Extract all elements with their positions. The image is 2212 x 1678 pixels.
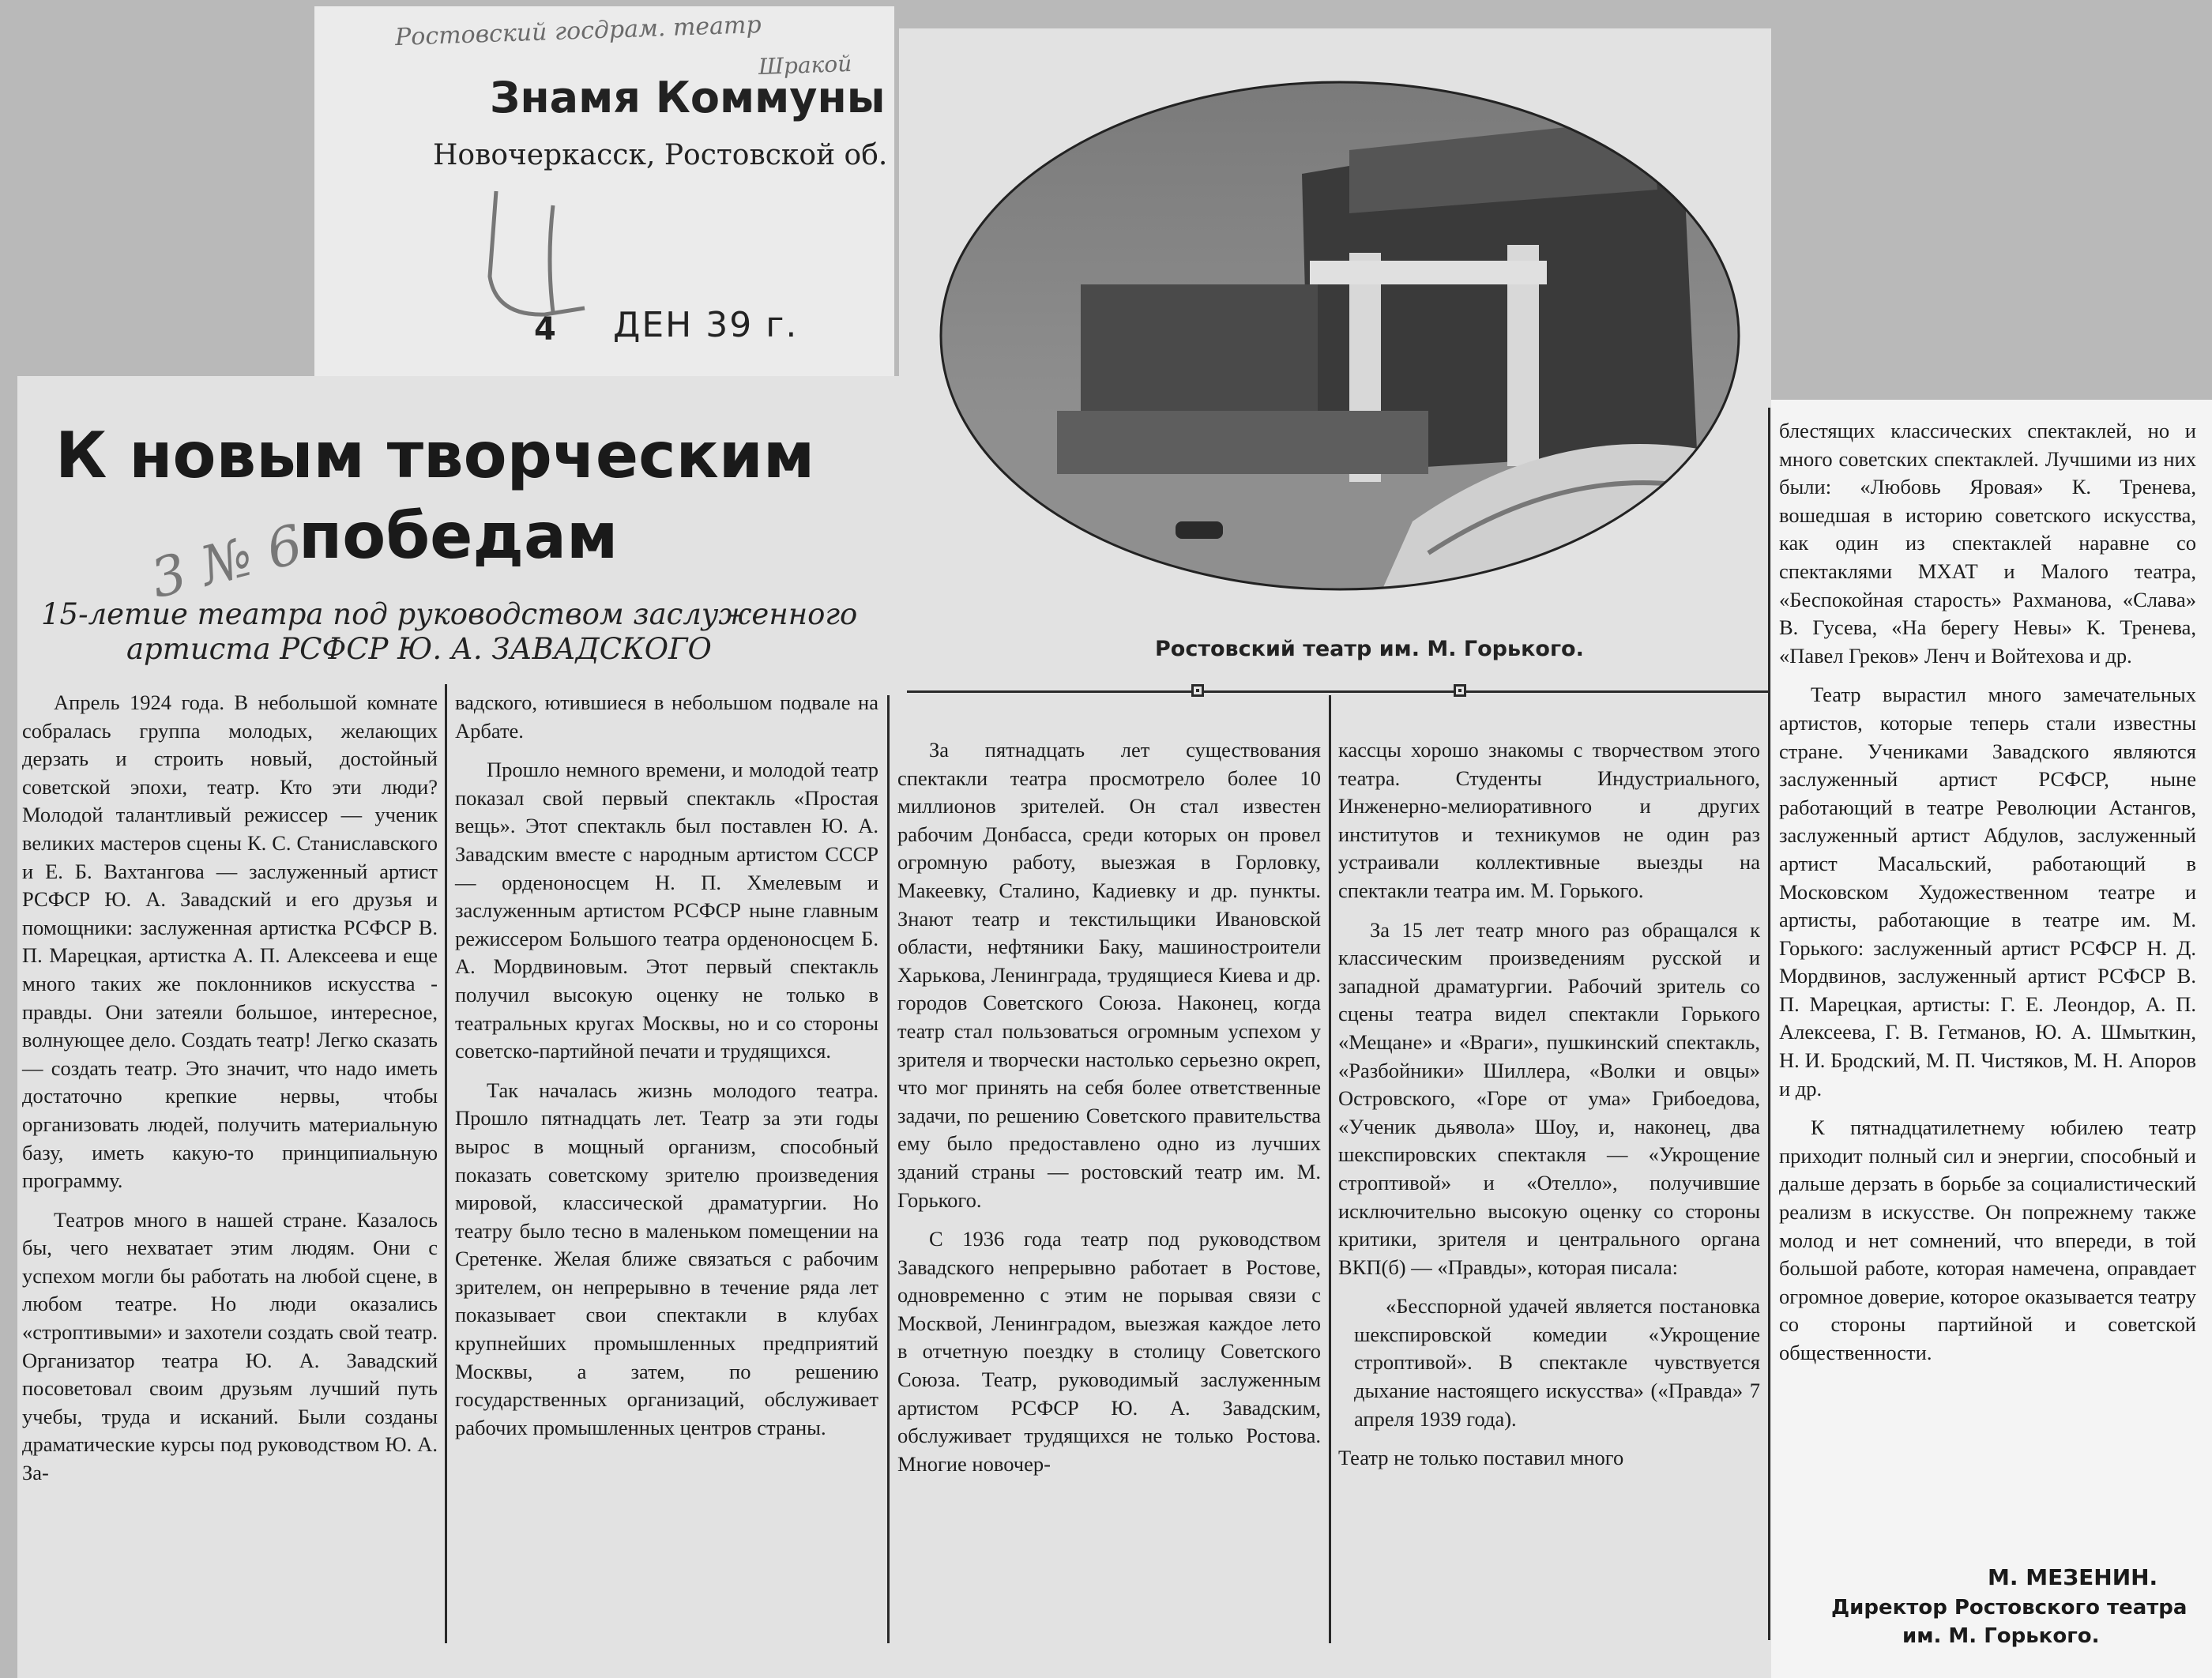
- article-title-line1: К новым творческим: [55, 419, 815, 492]
- column-rule-3: [1329, 695, 1331, 1643]
- paragraph: «Бесспорной удачей является постановка шекспировской комедии «Укрощение строптивой». В спектакле чувствуется дыхание настоящего искусства» («Правда» 7 апреля 1939 года).: [1354, 1294, 1760, 1431]
- newspaper-name: Знамя Коммуны: [490, 73, 886, 122]
- paragraph: С 1936 года театр под руководством Завадского непрерывно работает в Ростове, одновременно с этим не порывая связи с Москвой, Ленинградом, выезжая каждое лето в отчетную поездку в столицу Советского Союза. Театр, руководимый заслуженным артистом РСФСР Ю. А. Завадским, обслуживает трудящихся не только Ростова. Многие новочер-: [897, 1227, 1321, 1476]
- signature-name: М. МЕЗЕНИН.: [1988, 1564, 2158, 1590]
- column-rule-2: [887, 695, 890, 1643]
- paragraph: Так началась жизнь молодого театра. Прошло пятнадцать лет. Театр за эти годы вырос в мощный организм, способный показать советскому зрителю произведения мировой, классической драматургии. Но театру было тесно в маленьком помещении на Сретенке. Желая ближе связаться с рабочим зрителем, он непрерывно в течение ряда лет показывает свои спектакли в клубах крупнейших промышленных предприятий Москвы, а затем, по решению государственных организаций, обслуживает рабочих промышленных центров страны.: [455, 1078, 878, 1439]
- paragraph: кассцы хорошо знакомы с творчеством этого театра. Студенты Индустриального, Инженерно-мелиоративного и других институтов и техникумов не один раз устраивали коллективные выезды на спектакли театра им. М. Горького.: [1338, 738, 1760, 902]
- handwritten-note: Ростовский госдрам. театр: [394, 10, 762, 52]
- column-rule-1: [445, 684, 447, 1643]
- paragraph: Апрель 1924 года. В небольшой комнате собралась группа молодых, желающих дерзать и строить новый, достойный советской эпохи, театр. Кто эти люди? Молодой талантливый режиссер — ученик великих мастеров сцены К. С. Станиславского и Е. Б. Вахтангова — заслуженный артист РСФСР Ю. А. Завадский и его друзья и помощники: заслуженная артистка РСФСР В. П. Марецкая, артистка А. П. Алексеева и еще много таких же поклонников искусства - правды. Они затеяли большое, интересное, волнующее дело. Создать театр! Легко сказать — создать театр. Это значит, что надо иметь достаточно крепкие нервы, чтобы организовать людей, получить материальную базу, иметь какую-то принципиальную программу.: [22, 690, 438, 1193]
- paragraph: вадского, ютившиеся в небольшом подвале на Арбате.: [455, 690, 878, 743]
- paragraph: Театров много в нашей стране. Казалось бы, чего нехватает этим людям. Они с успехом могли бы работать на любой сцене, в любом театре. Но люди оказались «строптивыми» и захотели создать свой театр. Организатор театра Ю. А. Завадский посоветовал своим друзьям лучший путь учебы, труда и исканий. Были созданы драматические курсы под руководством Ю. А. За-: [22, 1207, 438, 1485]
- handwritten-note-2: Шракой: [758, 50, 852, 81]
- article-title-line2: победам: [299, 499, 619, 573]
- paragraph: Прошло немного времени, и молодой театр показал свой первый спектакль «Простая вещь». Этот спектакль был поставлен Ю. А. Завадским вместе с народным артистом СССР — орденоносцем Н. П. Хмелевым и заслуженным артистом РСФСР ныне главным режиссером Большого театра орденоносцем Б. А. Мордвиновым. Этот первый спектакль получил высокую оценку не только в театральных кругах Москвы, но и со стороны советско-партийной печати и трудящихся.: [455, 758, 878, 1063]
- text-column-4: [1338, 736, 1760, 1484]
- text-column-2: [455, 689, 878, 1453]
- photo-divider: [907, 690, 1768, 693]
- paragraph: Театр не только поставил много: [1338, 1446, 1624, 1470]
- signature-title-2: им. М. Горького.: [1902, 1624, 2100, 1648]
- column-rule-4: [1768, 408, 1770, 1640]
- paragraph: За 15 лет театр много раз обращался к классическим произведениям русской и западной драматургии. Рабочий зритель со сцены театра видел спектакли Горького «Мещане» и «Враги», пушкинский спектакль, «Разбойники» Шиллера, «Волки и овцы» Островского, «Горе от ума» Грибоедова, «Ученик дьявола» Шоу, и, наконец, два шекспировских спектакля — «Укрощение строптивой» и «Отелло», получившие исключительно высокую оценку со стороны критики, зрителя и центрального органа ВКП(б) — «Правды», которая писала:: [1338, 917, 1760, 1279]
- text-column-1: [22, 689, 438, 1499]
- article-subtitle-line1: 15-летие театра под руководством заслуженного: [41, 597, 858, 631]
- text-column-5: [1779, 417, 2196, 1379]
- paragraph: Театр вырастил много замечательных артистов, которые теперь стали известны стране. Учениками Завадского являются заслуженный артист РСФСР, ныне работающий в театре Революции Астангов, заслуженный артист Абдулов, заслуженный артист Масальский, работающий в Московском Художественном театре и артисты, работающие в театре им. М. Горького: заслуженный артист РСФСР Н. Д. Мордвинов, заслуженный артист РСФСР В. П. Марецкая, артисты: Г. Е. Леондор, А. П. Алексеева, Г. В. Гетманов, Ю. А. Шмыткин, Н. И. Бродский, М. П. Чистяков, М. Н. Апоров и др.: [1779, 683, 2196, 1100]
- stamp-date-day: 4: [534, 311, 556, 348]
- handwritten-number: 3 № 6: [145, 513, 309, 611]
- stamp-date: ДЕН 39 г.: [613, 305, 799, 345]
- ornament-icon: [1454, 684, 1466, 697]
- photo-caption: Ростовский театр им. М. Горького.: [1155, 637, 1584, 661]
- paragraph: К пятнадцатилетнему юбилею театр приходит полный сил и энергии, способный и дальше дерзать в борьбе за социалистический реализм в искусстве. Он попрежнему также молод и нет сомнений, что впереди, в той большой работе, которая намечена, оправдает огромное доверие, которое оказывается театру со стороны партийной и советской общественности.: [1779, 1116, 2196, 1364]
- article-subtitle-line2: артиста РСФСР Ю. А. ЗАВАДСКОГО: [126, 632, 712, 666]
- ornament-icon: [1191, 684, 1204, 697]
- paragraph: блестящих классических спектаклей, но и много советских спектаклей. Лучшими из них были: «Любовь Яровая» К. Тренева, вошедшая в историю советского искусства, как один из спектаклей наравне со спектаклями МХАТ и Малого театра, «Беспокойная старость» Рахманова, «Слава» В. Гусева, «На берегу Невы» К. Тренева, «Павел Греков» Ленч и Войтехова и др.: [1779, 419, 2196, 668]
- paragraph: За пятнадцать лет существования спектакли театра просмотрело более 10 миллионов зрителей. Он стал известен рабочим Донбасса, среди которых он провел огромную работу, выезжая в Горловку, Макеевку, Сталино, Кадиевку и др. пункты. Знают театр и текстильщики Ивановской области, нефтяники Баку, машиностроители Харькова, Ленинграда, трудящиеся Киева и др. городов Советского Союза. Наконец, когда театр стал пользоваться огромным успехом у зрителя и творчески настолько серьезно окреп, что мог принять на себя более ответственные задачи, по решению Советского правительства ему было предоставлено одно из лучших зданий страны — ростовский театр им. М. Горького.: [897, 738, 1321, 1212]
- newspaper-city: Новочеркасск, Ростовской об.: [433, 139, 888, 171]
- signature-title-1: Директор Ростовского театра: [1831, 1596, 2188, 1620]
- text-column-3: [897, 736, 1321, 1489]
- theatre-photo: [939, 79, 1741, 593]
